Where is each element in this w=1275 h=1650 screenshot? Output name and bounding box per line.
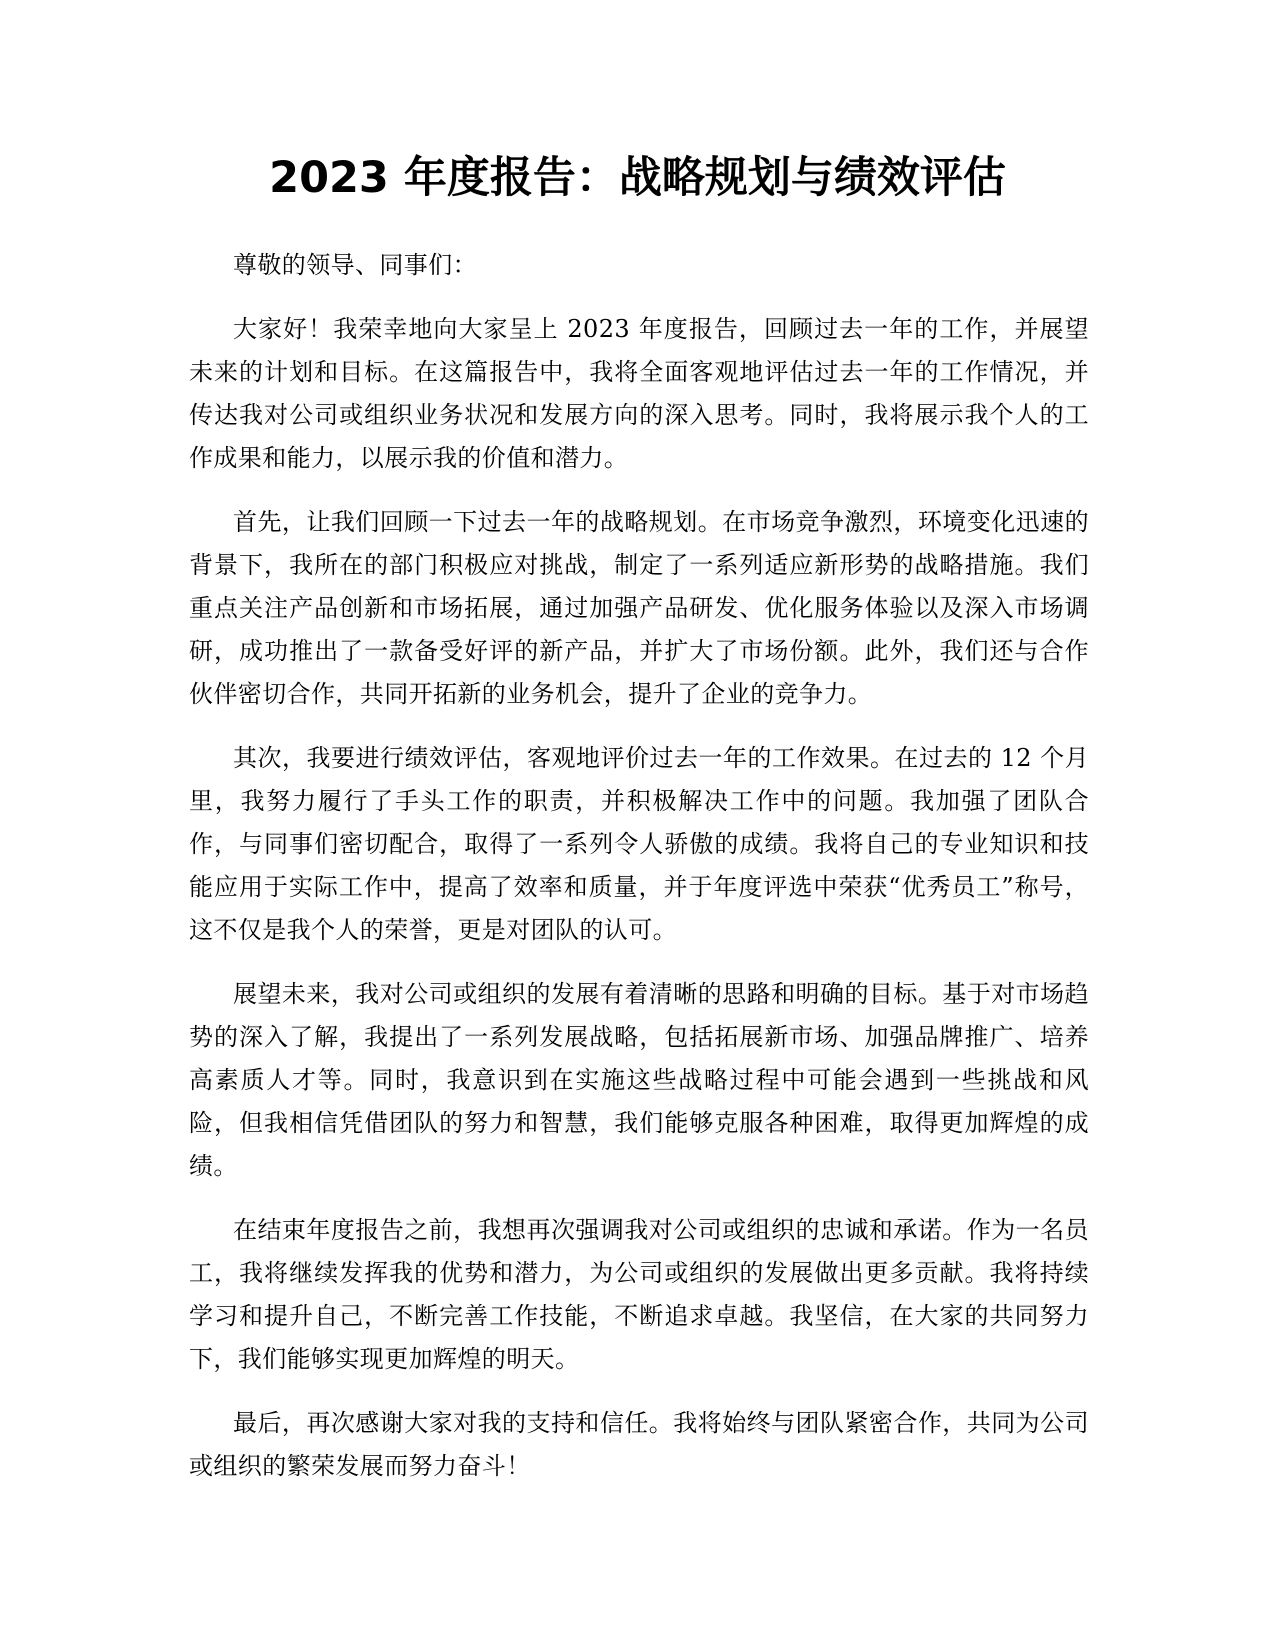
document-title: 2023 年度报告：战略规划与绩效评估 bbox=[269, 153, 1006, 203]
paragraph-performance-evaluation: 其次，我要进行绩效评估，客观地评价过去一年的工作效果。在过去的 12 个月里，我努力履行了手头工作的职责，并积极解决工作中的问题。我加强了团队合作，与同事们密切配合，取得了一系列令人骄傲的成绩。我将自己的专业知识和技能应用于实际工作中，提高了效率和质量，并于年度评选中荣获“优秀员工”称号，这不仅是我个人的荣誉，更是对团队的认可。 bbox=[189, 744, 1089, 944]
paragraph-intro: 大家好！我荣幸地向大家呈上 2023 年度报告，回顾过去一年的工作，并展望未来的计划和目标。在这篇报告中，我将全面客观地评估过去一年的工作情况，并传达我对公司或组织业务状况和发展方向的深入思考。同时，我将展示我个人的工作成果和能力，以展示我的价值和潜力。 bbox=[189, 315, 1089, 472]
salutation: 尊敬的领导、同事们： bbox=[233, 251, 477, 279]
paragraph-commitment: 在结束年度报告之前，我想再次强调我对公司或组织的忠诚和承诺。作为一名员工，我将继续发挥我的优势和潜力，为公司或组织的发展做出更多贡献。我将持续学习和提升自己，不断完善工作技能，不断追求卓越。我坚信，在大家的共同努力下，我们能够实现更加辉煌的明天。 bbox=[189, 1216, 1089, 1373]
paragraph-future-outlook: 展望未来，我对公司或组织的发展有着清晰的思路和明确的目标。基于对市场趋势的深入了解，我提出了一系列发展战略，包括拓展新市场、加强品牌推广、培养高素质人才等。同时，我意识到在实施这些战略过程中可能会遇到一些挑战和风险，但我相信凭借团队的努力和智慧，我们能够克服各种困难，取得更加辉煌的成绩。 bbox=[189, 980, 1089, 1180]
paragraph-closing: 最后，再次感谢大家对我的支持和信任。我将始终与团队紧密合作，共同为公司或组织的繁荣发展而努力奋斗！ bbox=[189, 1409, 1089, 1480]
paragraph-strategy-review: 首先，让我们回顾一下过去一年的战略规划。在市场竞争激烈，环境变化迅速的背景下，我所在的部门积极应对挑战，制定了一系列适应新形势的战略措施。我们重点关注产品创新和市场拓展，通过加强产品研发、优化服务体验以及深入市场调研，成功推出了一款备受好评的新产品，并扩大了市场份额。此外，我们还与合作伙伴密切合作，共同开拓新的业务机会，提升了企业的竞争力。 bbox=[189, 508, 1089, 708]
document-body bbox=[189, 244, 1089, 1509]
